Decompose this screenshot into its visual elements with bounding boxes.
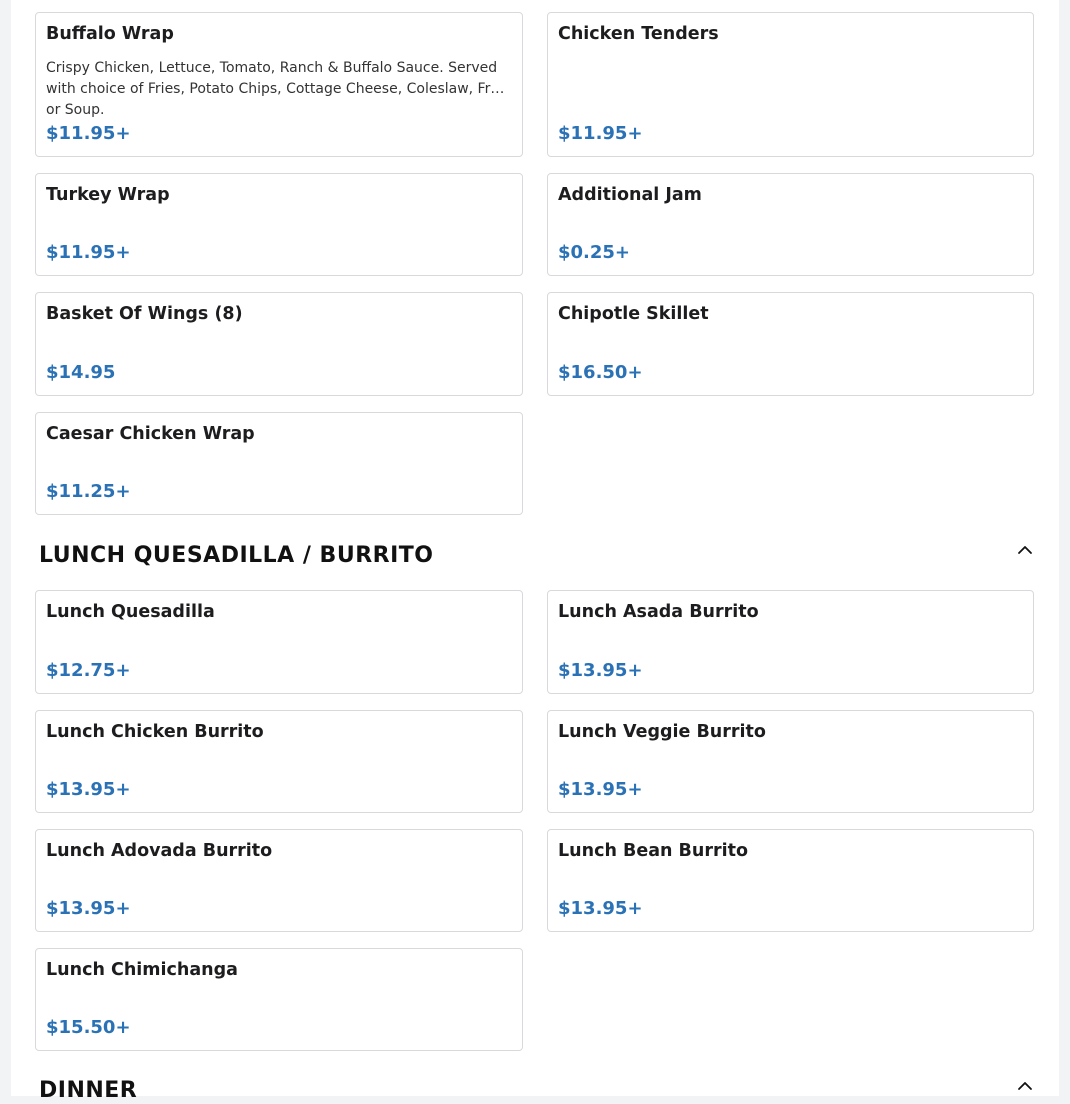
- menu-item-card[interactable]: [547, 590, 1034, 694]
- menu-item-name: Chipotle Skillet: [558, 304, 709, 324]
- chevron-up-icon[interactable]: [1014, 538, 1036, 560]
- menu-item-price: $13.95+: [46, 779, 131, 800]
- menu-item-card[interactable]: [547, 829, 1034, 932]
- menu-item-card[interactable]: [35, 173, 523, 276]
- menu-item-name: Lunch Adovada Burrito: [46, 841, 273, 861]
- menu-item-price: $15.50+: [46, 1017, 131, 1038]
- section-title: DINNER: [39, 1078, 138, 1103]
- menu-item-name: Lunch Veggie Burrito: [558, 722, 766, 742]
- menu-item-card[interactable]: [547, 173, 1034, 276]
- menu-item-name: Turkey Wrap: [46, 185, 170, 205]
- menu-item-name: Additional Jam: [558, 185, 702, 205]
- menu-item-price: $14.95: [46, 362, 116, 383]
- menu-item-card[interactable]: [35, 292, 523, 396]
- chevron-up-icon[interactable]: [1014, 1074, 1036, 1096]
- menu-item-price: $0.25+: [558, 242, 631, 263]
- menu-item-card[interactable]: [547, 292, 1034, 396]
- menu-item-card[interactable]: [35, 948, 523, 1051]
- menu-item-price: $11.25+: [46, 481, 131, 502]
- menu-item-price: $11.95+: [558, 123, 643, 144]
- menu-item-name: Lunch Bean Burrito: [558, 841, 749, 861]
- menu-item-price: $11.95+: [46, 123, 131, 144]
- menu-item-price: $13.95+: [558, 779, 643, 800]
- menu-item-name: Basket Of Wings (8): [46, 304, 243, 324]
- menu-item-price: $13.95+: [558, 898, 643, 919]
- menu-item-name: Buffalo Wrap: [46, 24, 174, 44]
- menu-item-card[interactable]: [35, 829, 523, 932]
- menu-item-name: Lunch Chicken Burrito: [46, 722, 264, 742]
- menu-item-description: Crispy Chicken, Lettuce, Tomato, Ranch & Buffalo Sauce. Served with choice of Fries, Potato Chips, Cottage Cheese, Coleslaw, Fruit or Soup.: [46, 60, 509, 118]
- menu-item-price: $11.95+: [46, 242, 131, 263]
- menu-item-card[interactable]: [35, 710, 523, 813]
- menu-item-card[interactable]: [35, 12, 523, 157]
- menu-item-price: $12.75+: [46, 660, 131, 681]
- menu-item-name: Lunch Quesadilla: [46, 602, 215, 622]
- menu-item-name: Caesar Chicken Wrap: [46, 424, 255, 444]
- menu-item-name: Lunch Asada Burrito: [558, 602, 759, 622]
- menu-item-price: $13.95+: [558, 660, 643, 681]
- menu-item-price: $16.50+: [558, 362, 643, 383]
- menu-item-card[interactable]: [35, 590, 523, 694]
- menu-item-card[interactable]: [547, 710, 1034, 813]
- menu-item-name: Chicken Tenders: [558, 24, 719, 44]
- section-title: LUNCH QUESADILLA / BURRITO: [39, 543, 434, 568]
- menu-item-card[interactable]: [35, 412, 523, 515]
- menu-item-price: $13.95+: [46, 898, 131, 919]
- menu-item-card[interactable]: [547, 12, 1034, 157]
- menu-item-name: Lunch Chimichanga: [46, 960, 238, 980]
